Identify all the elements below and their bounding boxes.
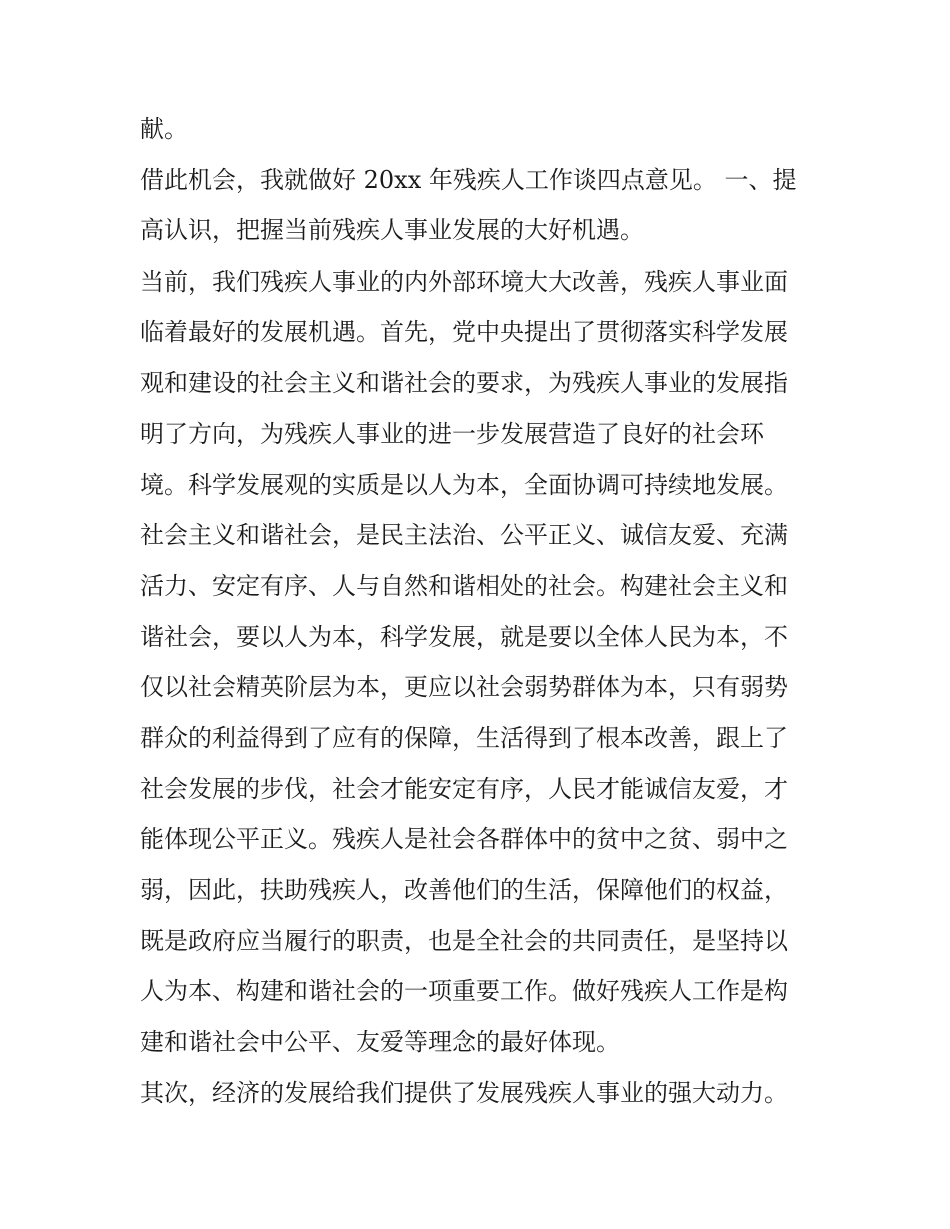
text-line-19: 建和谐社会中公平、友爱等理念的最好体现。 [140,1028,620,1056]
text-line-4: 当前，我们残疾人事业的内外部环境大大改善，残疾人事业面 [140,268,788,296]
text-line-18: 人为本、构建和谐社会的一项重要工作。做好残疾人工作是构 [140,977,788,1005]
text-line-5: 临着最好的发展机遇。首先，党中央提出了贯彻落实科学发展 [140,318,788,346]
text-line-7: 明了方向，为残疾人事业的进一步发展营造了良好的社会环 [140,420,764,448]
text-line-8: 境。科学发展观的实质是以人为本，全面协调可持续地发展。 [140,471,788,499]
text-line-16: 弱，因此，扶助残疾人，改善他们的生活，保障他们的权益， [140,876,788,904]
text-line-12: 仅以社会精英阶层为本，更应以社会弱势群体为本，只有弱势 [140,673,788,701]
text-line-11: 谐社会，要以人为本，科学发展，就是要以全体人民为本，不 [140,623,788,651]
text-line-9: 社会主义和谐社会，是民主法治、公平正义、诚信友爱、充满 [140,521,788,549]
text-line-17: 既是政府应当履行的职责，也是全社会的共同责任，是坚持以 [140,927,788,955]
text-line-2: 借此机会，我就做好 20xx 年残疾人工作谈四点意见。 一、提 [140,166,797,194]
text-line-13: 群众的利益得到了应有的保障，生活得到了根本改善，跟上了 [140,724,788,752]
text-line-20: 其次，经济的发展给我们提供了发展残疾人事业的强大动力。 [140,1079,788,1107]
text-line-15: 能体现公平正义。残疾人是社会各群体中的贫中之贫、弱中之 [140,825,788,853]
text-line-3: 高认识，把握当前残疾人事业发展的大好机遇。 [140,216,644,244]
text-line-14: 社会发展的步伐，社会才能安定有序，人民才能诚信友爱，才 [140,775,788,803]
text-line-1: 献。 [140,115,188,143]
text-line-10: 活力、安定有序、人与自然和谐相处的社会。构建社会主义和 [140,572,788,600]
text-line-6: 观和建设的社会主义和谐社会的要求，为残疾人事业的发展指 [140,369,788,397]
